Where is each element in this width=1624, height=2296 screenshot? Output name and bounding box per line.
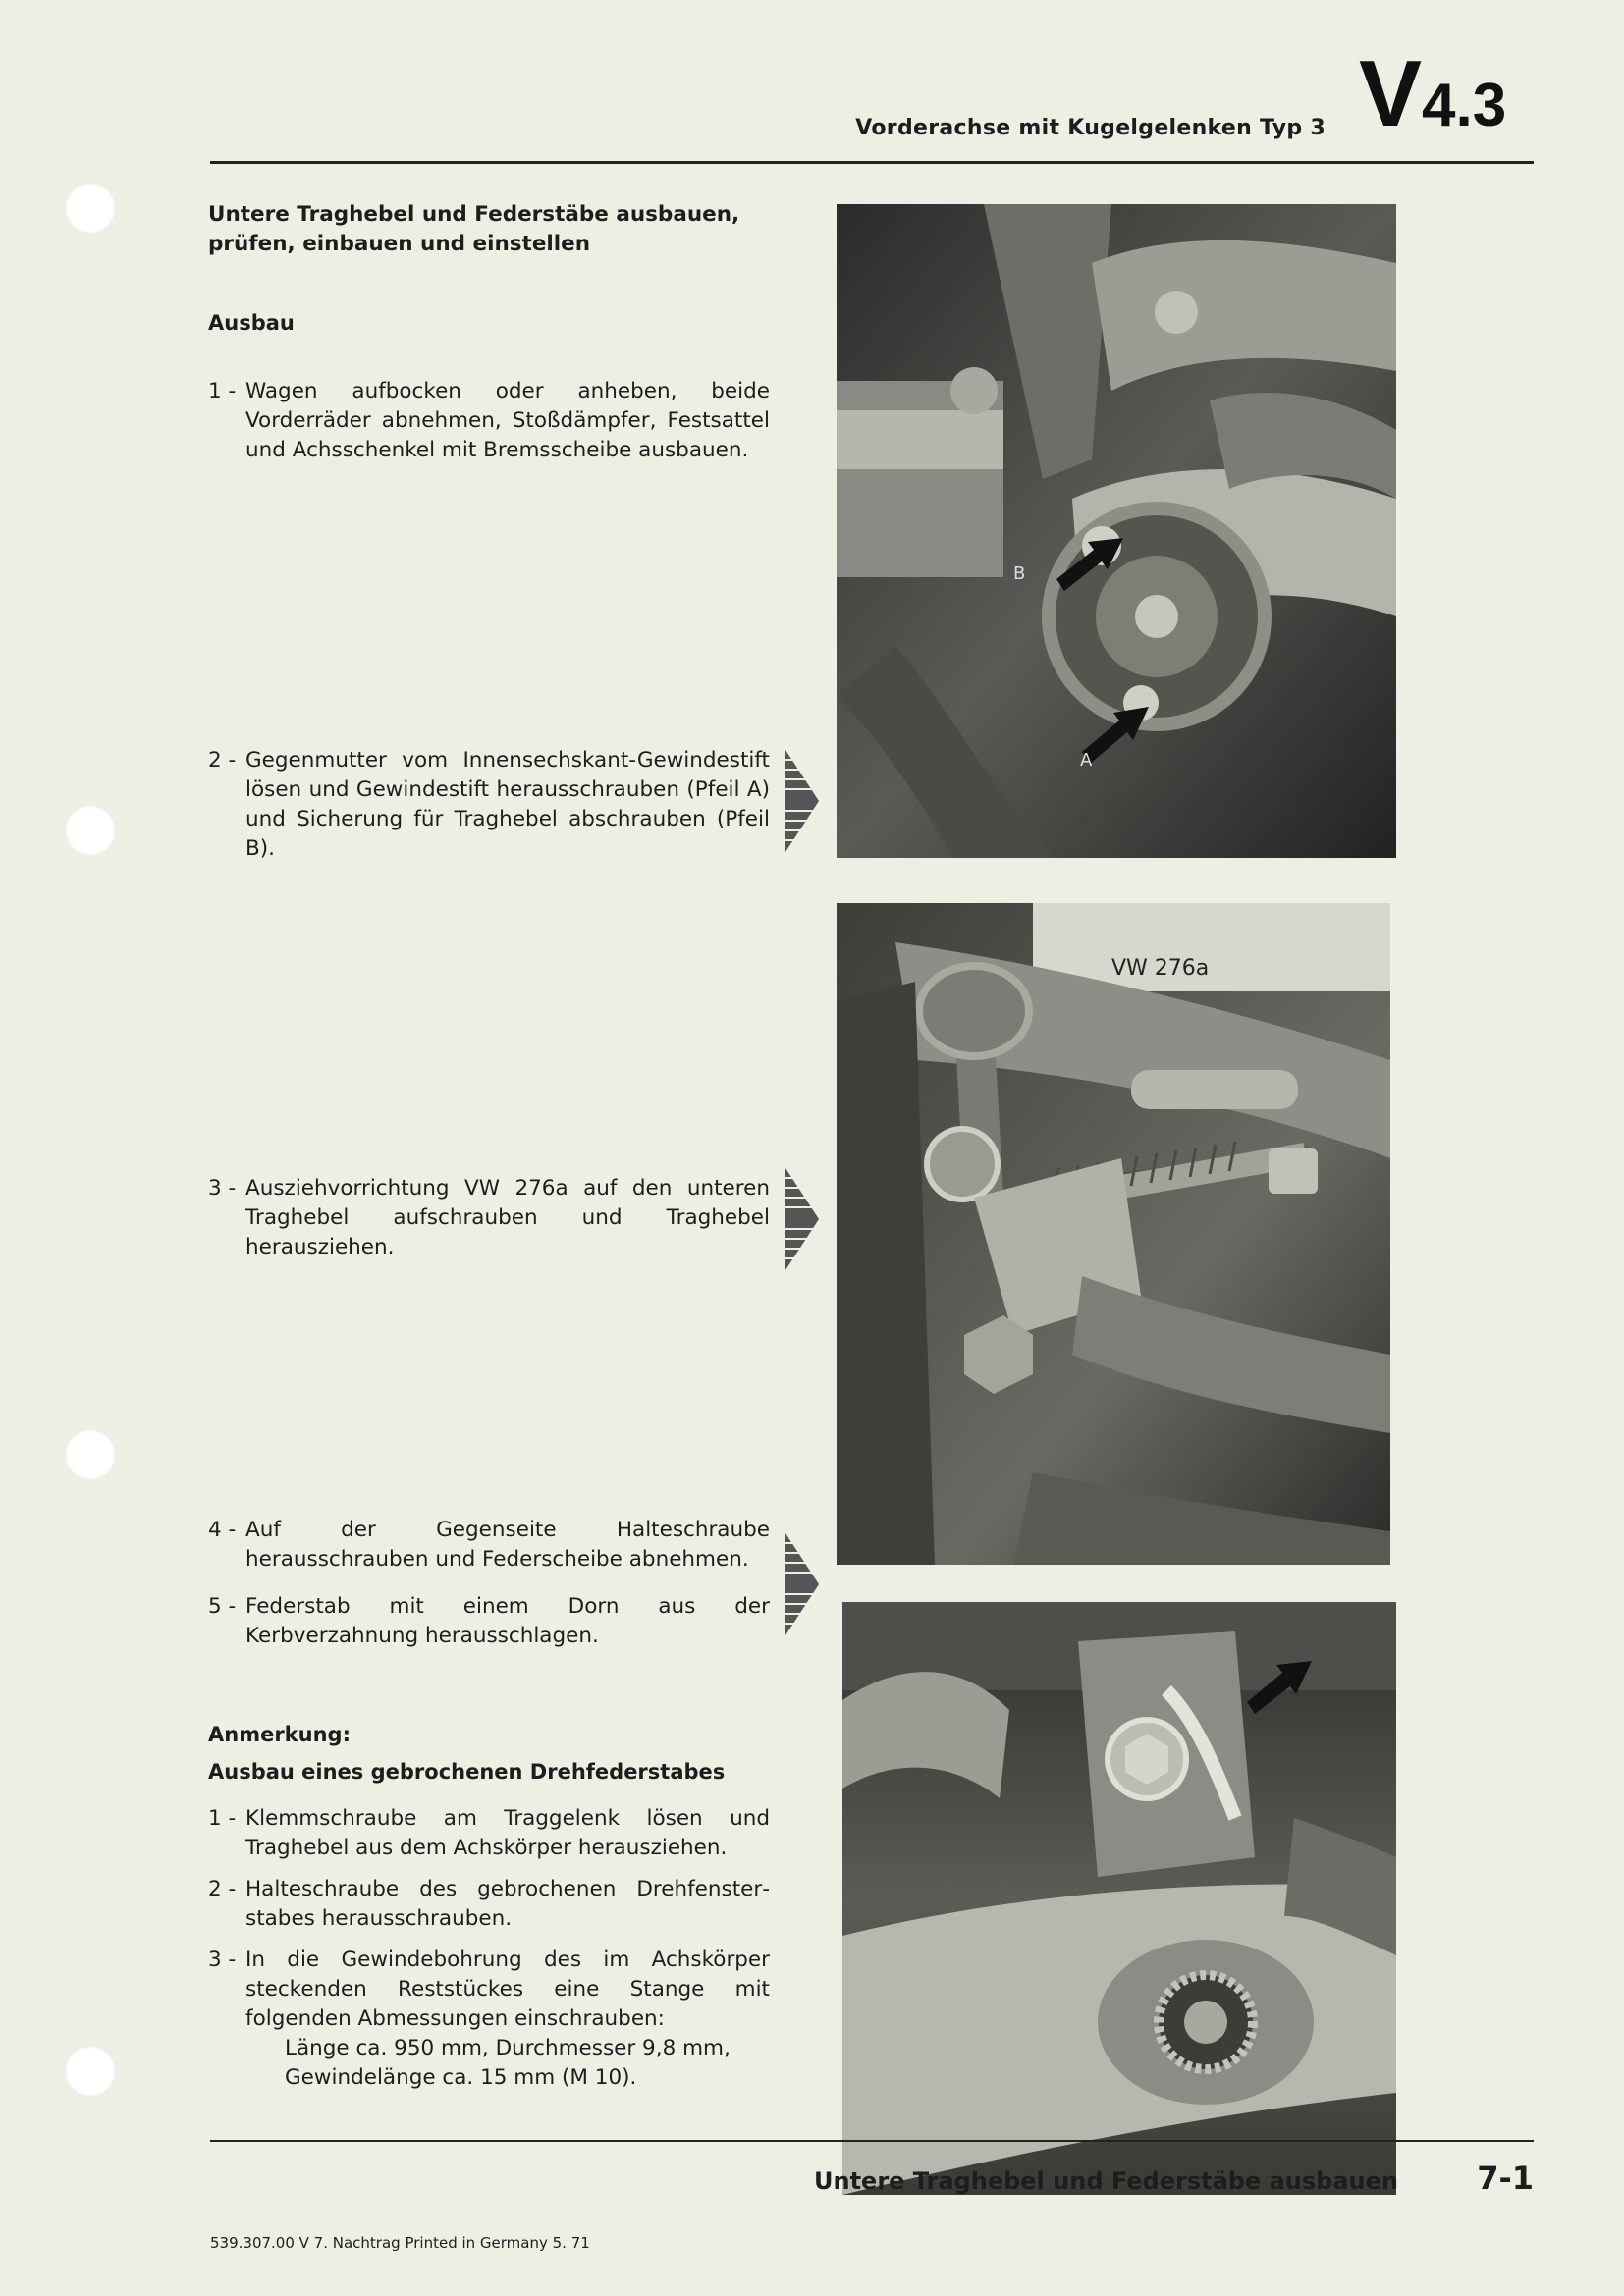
section-code — [1359, 41, 1507, 146]
step-number: 3 - — [208, 1176, 237, 1201]
ausbau-step-4 — [208, 1516, 770, 1575]
step-text: Halteschraube des gebrochenen Drehfensterstabes herausschrauben. — [245, 1877, 770, 1931]
section-letter: V — [1359, 41, 1423, 146]
photo-puller-vw276a — [837, 903, 1390, 1565]
step-text: Gegenmutter vom Innensechskant-Gewindestift lösen und Gewindestift herausschrauben (Pfeil A) und Sicherung für Traghebel abschrauben (Pfeil B). — [245, 748, 770, 861]
pointer-arrow-icon — [785, 1533, 819, 1635]
punch-hole-3 — [65, 1429, 116, 1480]
ausbau-step-2 — [208, 746, 770, 864]
step-text: Wagen aufbocken oder anheben, beide Vorderräder abnehmen, Stoßdämpfer, Festsattel und Achsschenkel mit Bremsscheibe ausbauen. — [245, 379, 770, 462]
punch-hole-4 — [65, 2046, 116, 2097]
photo-ball-joint-locking-screw — [837, 204, 1396, 858]
footer-title: Untere Traghebel und Federstäbe ausbauen — [814, 2167, 1398, 2195]
imprint: 539.307.00 V 7. Nachtrag Printed in Germany 5. 71 — [210, 2234, 590, 2252]
step-number: 2 - — [208, 1877, 237, 1901]
ausbau-step-3 — [208, 1174, 770, 1262]
step-text: Auf der Gegenseite Halteschraube herausschrauben und Federscheibe abnehmen. — [245, 1518, 770, 1572]
ausbau-step-1 — [208, 377, 770, 465]
photo1-label-b: B — [1013, 563, 1026, 584]
anmerkung-subheading: Ausbau eines gebrochenen Drehfederstabes — [208, 1760, 726, 1784]
step-text-main: In die Gewindebohrung des im Achskörper steckenden Reststückes eine Stange mit folgenden Abmessungen einschrauben: — [245, 1948, 770, 2031]
step-text-dimensions: Länge ca. 950 mm, Durchmesser 9,8 mm, Gewindelänge ca. 15 mm (M 10). — [285, 2036, 731, 2090]
step-number: 2 - — [208, 748, 237, 773]
anmerkung-heading: Anmerkung: — [208, 1723, 351, 1746]
punch-hole-2 — [65, 805, 116, 856]
punch-hole-1 — [65, 183, 116, 234]
step-text — [245, 1946, 770, 2093]
step-number: 5 - — [208, 1594, 237, 1619]
ausbau-heading: Ausbau — [208, 311, 295, 335]
photo-torsion-bar-retaining-screw — [842, 1602, 1396, 2195]
step-text: Ausziehvorrichtung VW 276a auf den unteren Traghebel aufschrauben und Traghebel herausziehen. — [245, 1176, 770, 1259]
pointer-arrow-icon — [785, 1168, 819, 1270]
section-number: 4.3 — [1422, 72, 1507, 139]
anmerkung-step-3 — [208, 1946, 770, 2093]
step-number: 1 - — [208, 1806, 237, 1831]
step-number: 3 - — [208, 1948, 237, 1972]
step-number: 4 - — [208, 1518, 237, 1542]
main-heading: Untere Traghebel und Federstäbe ausbauen, prüfen, einbauen und einstellen — [208, 202, 740, 256]
page-number: 7-1 — [1477, 2160, 1534, 2197]
pointer-arrow-icon — [785, 750, 819, 852]
anmerkung-step-1 — [208, 1804, 770, 1863]
anmerkung-step-2 — [208, 1875, 770, 1934]
step-text: Federstab mit einem Dorn aus der Kerbverzahnung herausschlagen. — [245, 1594, 770, 1648]
step-number: 1 - — [208, 379, 237, 403]
header-title: Vorderachse mit Kugelgelenken Typ 3 — [855, 116, 1326, 140]
header-rule — [210, 161, 1534, 164]
footer-rule — [210, 2140, 1534, 2142]
step-text: Klemmschraube am Traggelenk lösen und Traghebel aus dem Achskörper herausziehen. — [245, 1806, 770, 1860]
photo2-label-tool: VW 276a — [1111, 956, 1210, 981]
photo1-label-a: A — [1080, 750, 1093, 771]
ausbau-step-5 — [208, 1592, 770, 1651]
